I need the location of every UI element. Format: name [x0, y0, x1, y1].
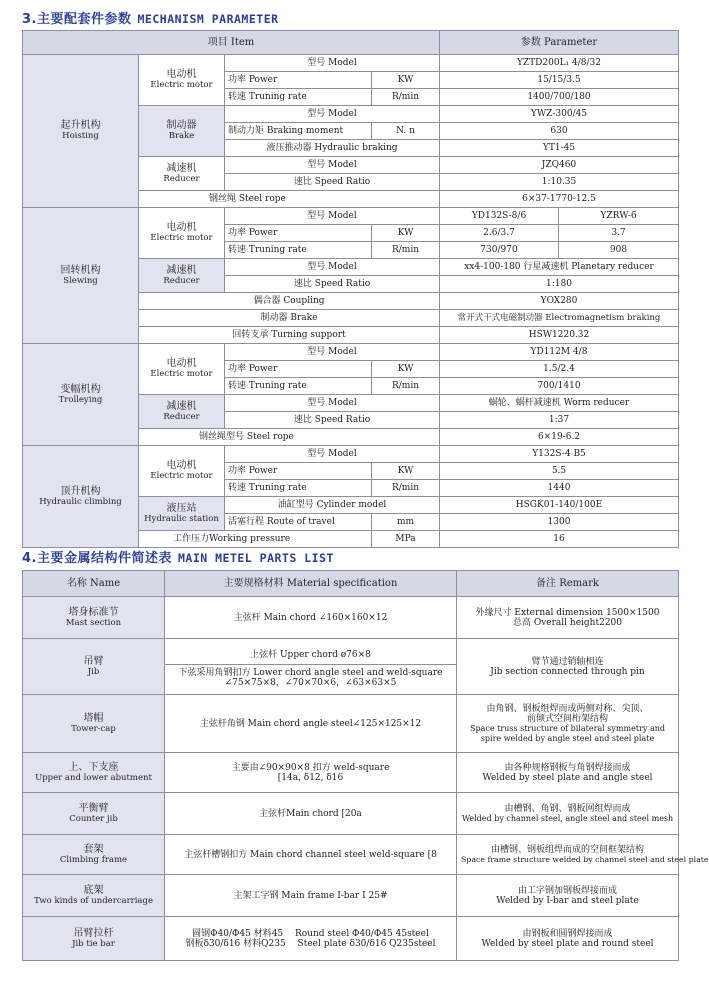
- main-metal-parts-table: [22, 570, 709, 961]
- part-name: 塔帽 Tower-cap: [23, 695, 165, 753]
- climbing-power-label: 功率 Power: [225, 463, 372, 480]
- hoisting-brake-moment-value: 630: [440, 123, 679, 140]
- climbing-travel-unit: mm: [372, 514, 440, 531]
- climbing-speed-value: 1440: [440, 480, 679, 497]
- hoisting-model-label: 型号 Model: [225, 55, 440, 72]
- part-material: 主弦杆角钢 Main chord angle steel∠125×125×12: [165, 695, 457, 753]
- trolleying-ratio-value: 1:37: [440, 412, 679, 429]
- slewing-model-label: 型号 Model: [225, 208, 440, 225]
- table-row: [23, 753, 679, 793]
- trolleying-power-value: 1.5/2.4: [440, 361, 679, 378]
- mechanism-parameter-table: [22, 30, 679, 548]
- slewing-model-value-2: YZRW-6: [559, 208, 679, 225]
- trolleying-speed-unit: R/min: [372, 378, 440, 395]
- slewing-reducer-model-label: 型号 Model: [225, 259, 440, 276]
- part-name: 平衡臂 Counter jib: [23, 793, 165, 835]
- slewing-ratio-label: 速比 Speed Ratio: [225, 276, 440, 293]
- hoisting-power-label: 功率 Power: [225, 72, 372, 89]
- climbing-pressure-value: 16: [440, 531, 679, 548]
- climbing-cylinder-label: 油缸型号 Cylinder model: [225, 497, 440, 514]
- section3-title: 3.主要配套件参数 MECHANISM PARAMETER: [22, 12, 279, 27]
- slewing-support-value: HSW1220.32: [440, 327, 679, 344]
- trolleying-rope-value: 6×19-6.2: [440, 429, 679, 446]
- slewing-brake-value: 常开式干式电磁制动器 Electromagnetism braking: [440, 310, 679, 327]
- hoisting-hydraulic-value: YT1-45: [440, 140, 679, 157]
- part-remark: 由槽钢、角钢、钢板网组焊而成 Welded by channel steel, angle steel and steel mesh: [457, 793, 679, 835]
- climbing-cylinder-value: HSGK01-140/100E: [440, 497, 679, 514]
- header-parameter: 参数 Parameter: [440, 31, 679, 55]
- hoisting-model-value: YZTD200L₁ 4/8/32: [440, 55, 679, 72]
- slewing-power-value-1: 2.6/3.7: [440, 225, 559, 242]
- hoisting-motor-label: 电动机 Electric motor: [139, 55, 225, 106]
- hoisting-rope-label: 钢丝绳 Steel rope: [139, 191, 440, 208]
- hoisting-brake-model-value: YWZ-300/45: [440, 106, 679, 123]
- part-material: 主弦杆Main chord [20a: [165, 793, 457, 835]
- hoisting-label: 起升机构 Hoisting: [23, 55, 139, 208]
- hoisting-brake-model-label: 型号 Model: [225, 106, 440, 123]
- hoisting-rope-value: 6×37-1770-12.5: [440, 191, 679, 208]
- hoisting-brake-moment-unit: N. n: [372, 123, 440, 140]
- slewing-power-unit: KW: [372, 225, 440, 242]
- climbing-pressure-unit: MPa: [372, 531, 440, 548]
- slewing-ratio-value: 1:180: [440, 276, 679, 293]
- hoisting-power-value: 15/15/3.5: [440, 72, 679, 89]
- table-row: [23, 695, 679, 753]
- slewing-speed-label: 转速 Truning rate: [225, 242, 372, 259]
- part-remark: 由角钢、钢板组焊而成两侧对称、尖顶、 前倾式空间桁架结构 Space truss structure of bilateral symmetry and spire welded by angle steel and steel plate: [457, 695, 679, 753]
- part-remark: 臂节通过销轴相连 Jib section connected through pin: [457, 639, 679, 695]
- slewing-support-label: 回转支承 Turning support: [139, 327, 440, 344]
- climbing-motor-label: 电动机 Electric motor: [139, 446, 225, 497]
- slewing-motor-label: 电动机 Electric motor: [139, 208, 225, 259]
- table-row: [23, 639, 679, 695]
- climbing-label: 顶升机构 Hydraulic climbing: [23, 446, 139, 548]
- hoisting-reducer-label: 减速机 Reducer: [139, 157, 225, 191]
- trolleying-speed-value: 700/1410: [440, 378, 679, 395]
- slewing-reducer-label: 减速机 Reducer: [139, 259, 225, 293]
- trolleying-speed-label: 转速 Truning rate: [225, 378, 372, 395]
- climbing-travel-label: 活塞行程 Route of travel: [225, 514, 372, 531]
- part-name: 底架 Two kinds of undercarriage: [23, 875, 165, 917]
- hoisting-brake-label: 制动器 Brake: [139, 106, 225, 157]
- trolleying-label: 变幅机构 Trolleying: [23, 344, 139, 446]
- part-name: 塔身标准节 Mast section: [23, 597, 165, 639]
- part-remark: 外缘尺寸 External dimension 1500×1500 总高 Overall height2200: [457, 597, 679, 639]
- table-row: [23, 835, 679, 875]
- part-remark: 由钢板和圆钢焊接而成 Welded by steel plate and round steel: [457, 917, 679, 961]
- climbing-speed-label: 转速 Truning rate: [225, 480, 372, 497]
- trolleying-model-value: YD112M 4/8: [440, 344, 679, 361]
- trolleying-ratio-label: 速比 Speed Ratio: [225, 412, 440, 429]
- section4-title: 4.主要金属结构件简述表 MAIN METEL PARTS LIST: [22, 551, 334, 566]
- part-name: 上、下支座 Upper and lower abutment: [23, 753, 165, 793]
- hoisting-brake-moment-label: 制动力矩 Braking moment: [225, 123, 372, 140]
- hoisting-speed-label: 转速 Truning rate: [225, 89, 372, 106]
- trolleying-motor-label: 电动机 Electric motor: [139, 344, 225, 395]
- climbing-pressure-label: 工作压力Working pressure: [139, 531, 372, 548]
- part-name: 套架 Climbing frame: [23, 835, 165, 875]
- part-remark: 由各种规格钢板与角钢焊接而成 Welded by steel plate and angle steel: [457, 753, 679, 793]
- slewing-speed-value-2: 908: [559, 242, 679, 259]
- hoisting-hydraulic-label: 液压推动器 Hydraulic braking: [225, 140, 440, 157]
- climbing-station-label: 液压站 Hydraulic station: [139, 497, 225, 531]
- hoisting-reducer-model-value: JZQ460: [440, 157, 679, 174]
- slewing-coupling-label: 偶合器 Coupling: [139, 293, 440, 310]
- climbing-travel-value: 1300: [440, 514, 679, 531]
- header-remark: 备注 Remark: [457, 571, 679, 597]
- climbing-power-value: 5.5: [440, 463, 679, 480]
- climbing-power-unit: KW: [372, 463, 440, 480]
- hoisting-speed-value: 1400/700/180: [440, 89, 679, 106]
- trolleying-reducer-label: 减速机 Reducer: [139, 395, 225, 429]
- trolleying-model-label: 型号 Model: [225, 344, 440, 361]
- part-material: 主弦杆槽钢扣方 Main chord channel steel weld-square [8: [165, 835, 457, 875]
- climbing-speed-unit: R/min: [372, 480, 440, 497]
- part-material: 圆钢Φ40/Φ45 材料45 Round steel Φ40/Φ45 45steel 钢板δ30/δ16 材料Q235 Steel plate δ30/δ16 Q235steel: [165, 917, 457, 961]
- part-material: 上弦杆 Upper chord ø76×8 下弦采用角钢扣方 Lower chord angle steel and weld-square ∠75×75×8，∠70×70×6，∠63×63×5: [165, 639, 457, 695]
- trolleying-power-unit: KW: [372, 361, 440, 378]
- part-name: 吊臂 Jib: [23, 639, 165, 695]
- trolleying-reducer-model-value: 蜗轮、蜗杆减速机 Worm reducer: [440, 395, 679, 412]
- part-material: 主弦杆 Main chord ∠160×160×12: [165, 597, 457, 639]
- part-material: 主架工字钢 Main frame I-bar I 25#: [165, 875, 457, 917]
- trolleying-rope-label: 钢丝绳型号 Steel rope: [139, 429, 440, 446]
- header-material: 主要规格材料 Material specification: [165, 571, 457, 597]
- slewing-power-label: 功率 Power: [225, 225, 372, 242]
- trolleying-reducer-model-label: 型号 Model: [225, 395, 440, 412]
- hoisting-reducer-model-label: 型号 Model: [225, 157, 440, 174]
- trolleying-power-label: 功率 Power: [225, 361, 372, 378]
- slewing-power-value-2: 3.7: [559, 225, 679, 242]
- table-row: [23, 917, 679, 961]
- climbing-model-label: 型号 Model: [225, 446, 440, 463]
- slewing-reducer-model-value: xx4-100-180 行星减速机 Planetary reducer: [440, 259, 679, 276]
- slewing-speed-value-1: 730/970: [440, 242, 559, 259]
- table-row: [23, 597, 679, 639]
- part-material: 主要由∠90×90×8 扣方 weld-square [14a, δ12, δ16: [165, 753, 457, 793]
- hoisting-power-unit: KW: [372, 72, 440, 89]
- slewing-coupling-value: YOX280: [440, 293, 679, 310]
- hoisting-ratio-label: 速比 Speed Ratio: [225, 174, 440, 191]
- slewing-speed-unit: R/min: [372, 242, 440, 259]
- part-remark: 由工字钢加钢板焊接而成 Welded by I-bar and steel plate: [457, 875, 679, 917]
- table-row: [23, 793, 679, 835]
- slewing-brake-label: 制动器 Brake: [139, 310, 440, 327]
- hoisting-speed-unit: R/min: [372, 89, 440, 106]
- hoisting-ratio-value: 1:10.35: [440, 174, 679, 191]
- header-name: 名称 Name: [23, 571, 165, 597]
- slewing-model-value-1: YD132S-8/6: [440, 208, 559, 225]
- climbing-model-value: Y132S-4 B5: [440, 446, 679, 463]
- table-row: [23, 875, 679, 917]
- part-name: 吊臂拉杆 Jib tie bar: [23, 917, 165, 961]
- part-remark: 由槽钢、钢板组焊而成的空间框架结构 Space frame structure welded by channel steel and steel plate: [457, 835, 679, 875]
- header-item: 项目 Item: [23, 31, 440, 55]
- slewing-label: 回转机构 Slewing: [23, 208, 139, 344]
